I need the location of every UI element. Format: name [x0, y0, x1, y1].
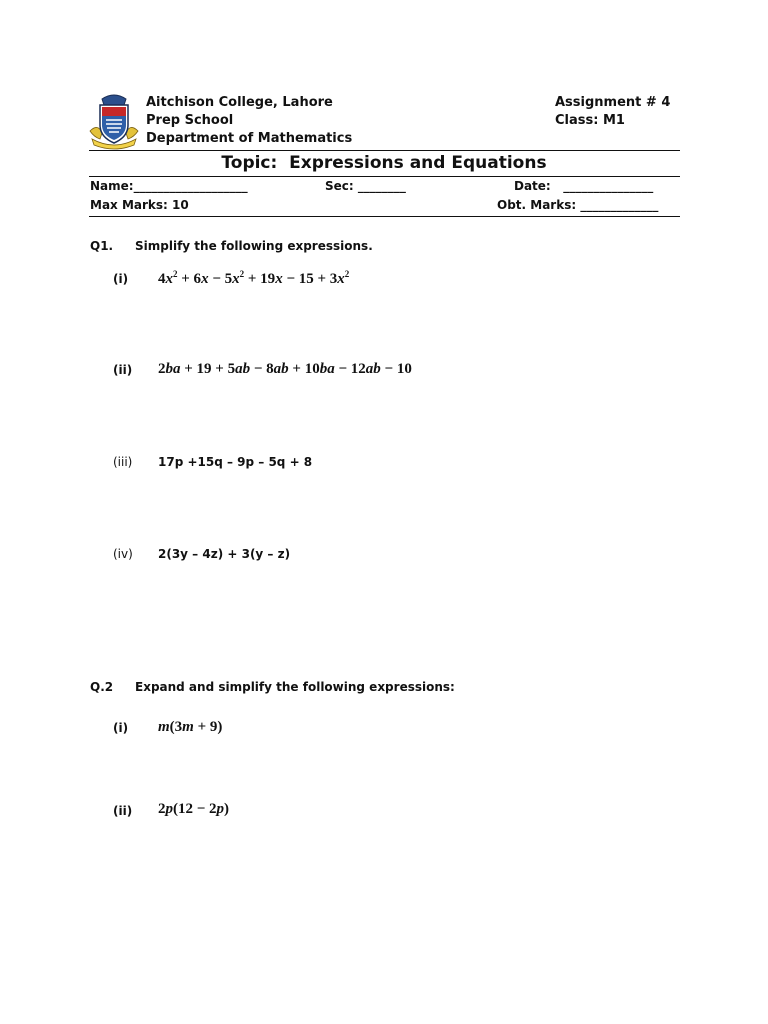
school-name: Aitchison College, Lahore — [146, 95, 333, 110]
class-label: Class: M1 — [555, 113, 625, 128]
q1-part-i-expression: $4x^2 + 6x - 5x^2 + 19x - 15 + 3x^2$ — [158, 269, 350, 287]
q2-part-i-expression: m(3m + 9) — [158, 719, 223, 735]
q2-part-ii-label: (ii) — [113, 804, 133, 818]
school-section: Prep School — [146, 113, 234, 128]
q2-number: Q.2 — [90, 680, 114, 694]
q1-part-ii-label: (ii) — [113, 363, 133, 377]
q1-part-i-label: (i) — [113, 272, 129, 286]
q1-part-iii-expression: 17p +15q – 9p – 5q + 8 — [158, 455, 313, 469]
q1-number: Q1. — [90, 239, 114, 253]
department-name: Department of Mathematics — [146, 131, 353, 146]
q1-part-iv-expression: 2(3y – 4z) + 3(y – z) — [158, 547, 291, 561]
topic-title: Topic: Expressions and Equations — [221, 153, 547, 173]
section-field: Sec: ________ — [325, 179, 406, 193]
fields-divider — [89, 216, 680, 217]
q1-part-iv-label: (iv) — [113, 547, 133, 561]
name-field: Name:___________________ — [90, 179, 248, 193]
q2-part-i-label: (i) — [113, 721, 129, 735]
header-divider — [89, 150, 680, 151]
max-marks: Max Marks: 10 — [90, 198, 189, 212]
q1-part-ii-expression: 2ba + 19 + 5ab − 8ab + 10ba − 12ab − 10 — [158, 361, 412, 377]
topic-divider — [89, 176, 680, 177]
obtained-marks-field: Obt. Marks: _____________ — [497, 198, 659, 212]
q2-part-ii-expression: 2p(12 − 2p) — [158, 801, 230, 817]
school-crest-logo — [88, 93, 140, 151]
q2-instruction: Expand and simplify the following expressions: — [135, 680, 455, 694]
q1-instruction: Simplify the following expressions. — [135, 239, 373, 253]
q1-part-iii-label: (iii) — [113, 455, 133, 469]
assignment-number: Assignment # 4 — [555, 95, 671, 110]
date-field: Date: _______________ — [514, 179, 654, 193]
